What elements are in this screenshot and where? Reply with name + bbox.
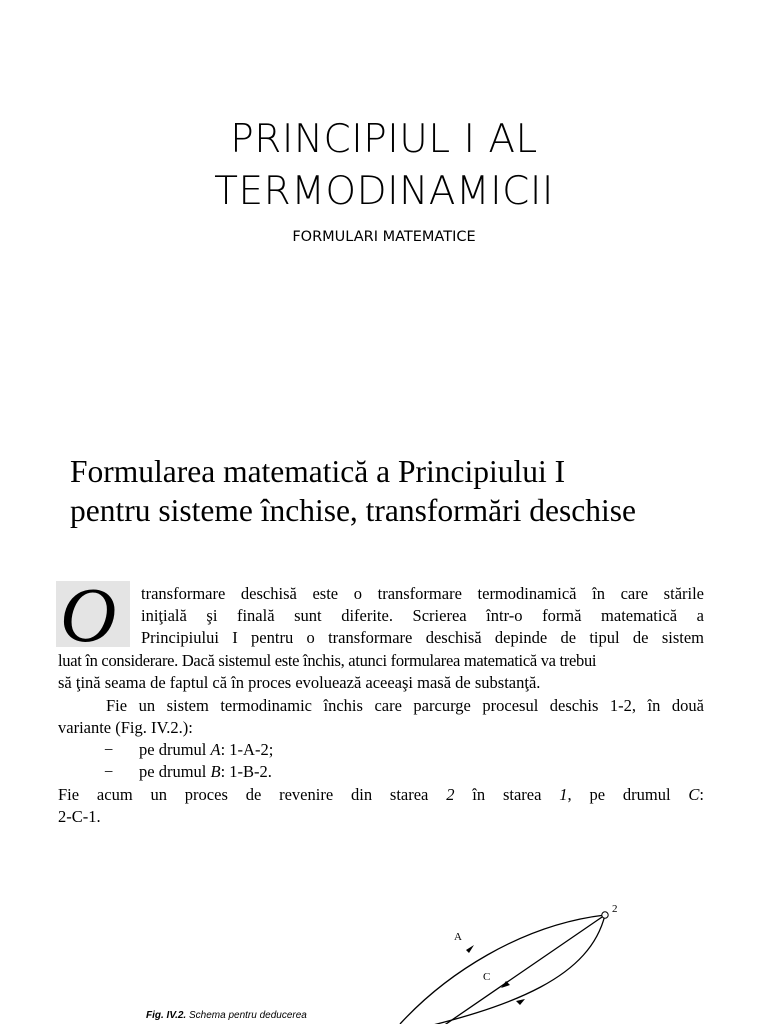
title-slide [0, 0, 768, 420]
list-item [139, 740, 273, 760]
arrow-C [501, 981, 510, 988]
paragraph-line: iniţială şi finală sunt diferite. Scrierea într-o formă matematică a [141, 606, 704, 625]
title-line-1: PRINCIPIUL I AL [230, 117, 538, 162]
paragraph-line: să ţină seama de faptul că în proces evoluează aceeaşi masă de substanţă. [58, 673, 541, 692]
list-item-text: pe drumul [139, 762, 211, 781]
paragraph-line: transformare deschisă este o transformare termodinamică în care stările [141, 584, 704, 603]
paragraph-line: Fie acum un proces de revenire din starea 2 în starea 1, pe drumul C: [58, 785, 704, 804]
list-dash: − [104, 740, 114, 759]
paragraph-line: luat în considerare. Dacă sistemul este închis, atunci formularea matematică va trebui [58, 651, 597, 670]
path-variable: A [210, 740, 221, 759]
drop-cap: O [60, 571, 117, 658]
section-heading-line-2: pentru sisteme închise, transformări deschise [70, 493, 636, 528]
arrow-B [516, 999, 525, 1005]
list-dash: − [104, 762, 114, 781]
arrow-A [466, 945, 474, 953]
section-heading-line-1: Formularea matematică a Principiului I [70, 454, 566, 489]
list-item-text: : 1-A-2; [220, 740, 274, 759]
list-item-text: : 1-B-2. [220, 762, 272, 781]
path-A-curve [400, 915, 605, 1024]
title-line-2: TERMODINAMICII [214, 169, 554, 214]
state-2-point [602, 912, 608, 918]
path-B-curve [390, 915, 605, 1024]
label-2: 2 [612, 903, 618, 915]
paragraph-line: Principiului I pentru o transformare deschisă depinde de tipul de sistem [141, 628, 704, 647]
list-item-text: pe drumul [139, 740, 211, 759]
label-C: C [483, 971, 491, 983]
paragraph-line: 2-C-1. [58, 807, 101, 826]
paragraph-line: Fie un sistem termodinamic închis care parcurge procesul deschis 1-2, în două [106, 696, 704, 715]
list-item [139, 762, 272, 782]
process-diagram [370, 895, 650, 1024]
figure-caption: Fig. IV.2. Schema pentru deducerea [146, 1010, 307, 1021]
paragraph-line: variante (Fig. IV.2.): [58, 718, 193, 737]
label-A: A [454, 931, 462, 943]
subtitle: FORMULARI MATEMATICE [292, 229, 476, 245]
path-variable: B [210, 762, 221, 781]
